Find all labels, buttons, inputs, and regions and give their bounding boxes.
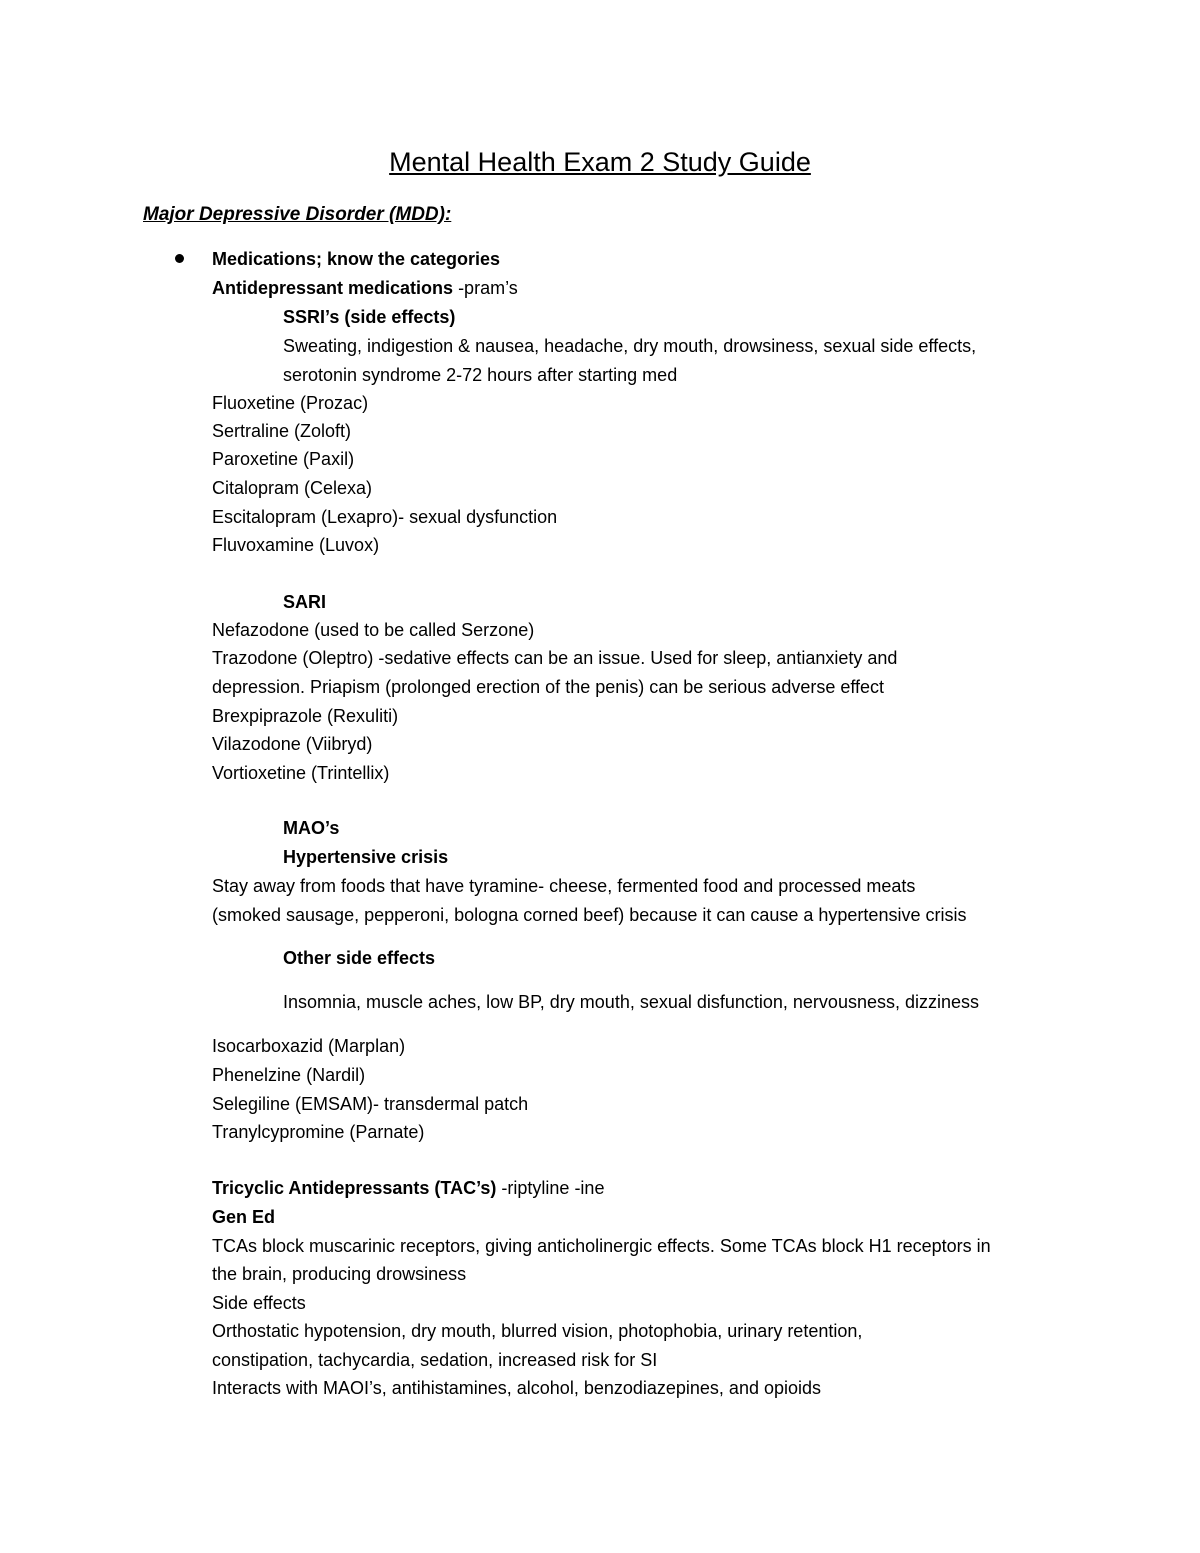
tca-heading-suffix: -riptyline -ine: [496, 1178, 605, 1198]
gen-ed-heading: Gen Ed: [212, 1207, 276, 1227]
sari-line: Vortioxetine (Trintellix): [212, 763, 390, 783]
sari-heading: SARI: [283, 592, 327, 612]
sari-line: Brexpiprazole (Rexuliti): [212, 706, 399, 726]
mao-drug: Tranylcypromine (Parnate): [212, 1122, 425, 1142]
mao-drug: Isocarboxazid (Marplan): [212, 1036, 406, 1056]
section-heading-mdd: Major Depressive Disorder (MDD):: [143, 204, 452, 225]
crisis-line-2: (smoked sausage, pepperoni, bologna corned beef) because it can cause a hypertensive crisis: [212, 905, 967, 925]
sari-line: depression. Priapism (prolonged erection of the penis) can be serious adverse effect: [212, 677, 885, 697]
tca-interactions-line: Interacts with MAOI’s, antihistamines, alcohol, benzodiazepines, and opioids: [212, 1378, 822, 1398]
gen-ed-line-1: TCAs block muscarinic receptors, giving anticholinergic effects. Some TCAs block H1 receptors in: [212, 1236, 991, 1256]
hypertensive-crisis-heading: Hypertensive crisis: [283, 847, 449, 867]
ssri-drug: Fluvoxamine (Luvox): [212, 535, 380, 555]
ssri-drug: Citalopram (Celexa): [212, 478, 373, 498]
bullet-icon: [175, 254, 184, 263]
mao-heading: MAO’s: [283, 818, 340, 838]
tca-side-effects-line-2: constipation, tachycardia, sedation, increased risk for SI: [212, 1350, 658, 1370]
sari-line: Trazodone (Oleptro) -sedative effects can be an issue. Used for sleep, antianxiety and: [212, 648, 898, 668]
antidepressant-label: Antidepressant medications: [212, 278, 454, 298]
ssri-heading: SSRI’s (side effects): [283, 307, 456, 327]
ssri-drug: Fluoxetine (Prozac): [212, 393, 369, 413]
tca-heading: Tricyclic Antidepressants (TAC’s): [212, 1178, 497, 1198]
page-title: [0, 146, 1200, 178]
ssri-effects-line-2: serotonin syndrome 2-72 hours after starting med: [283, 365, 678, 385]
mao-drug: Selegiline (EMSAM)- transdermal patch: [212, 1094, 529, 1114]
ssri-drug: Paroxetine (Paxil): [212, 449, 355, 469]
crisis-line-1: Stay away from foods that have tyramine- cheese, fermented food and processed meats: [212, 876, 916, 896]
gen-ed-line-2: the brain, producing drowsiness: [212, 1264, 467, 1284]
tca-side-effects-label: Side effects: [212, 1293, 306, 1313]
tca-heading-line: [212, 1177, 604, 1199]
medications-bullet-text: Medications; know the categories: [212, 249, 501, 269]
mao-drug: Phenelzine (Nardil): [212, 1065, 366, 1085]
sari-line: Vilazodone (Viibryd): [212, 734, 373, 754]
tca-side-effects-line-1: Orthostatic hypotension, dry mouth, blurred vision, photophobia, urinary retention,: [212, 1321, 863, 1341]
ssri-drug: Sertraline (Zoloft): [212, 421, 352, 441]
title-text: Mental Health Exam 2 Study Guide: [389, 147, 811, 177]
sari-line: Nefazodone (used to be called Serzone): [212, 620, 535, 640]
other-side-effects-text: Insomnia, muscle aches, low BP, dry mouth, sexual disfunction, nervousness, dizziness: [283, 992, 980, 1012]
ssri-effects-line-1: Sweating, indigestion & nausea, headache, dry mouth, drowsiness, sexual side effects,: [283, 336, 977, 356]
ssri-drug: Escitalopram (Lexapro)- sexual dysfunction: [212, 507, 558, 527]
other-side-effects-heading: Other side effects: [283, 948, 436, 968]
antidepressant-line: [212, 277, 518, 299]
antidepressant-suffix: -pram’s: [453, 278, 518, 298]
